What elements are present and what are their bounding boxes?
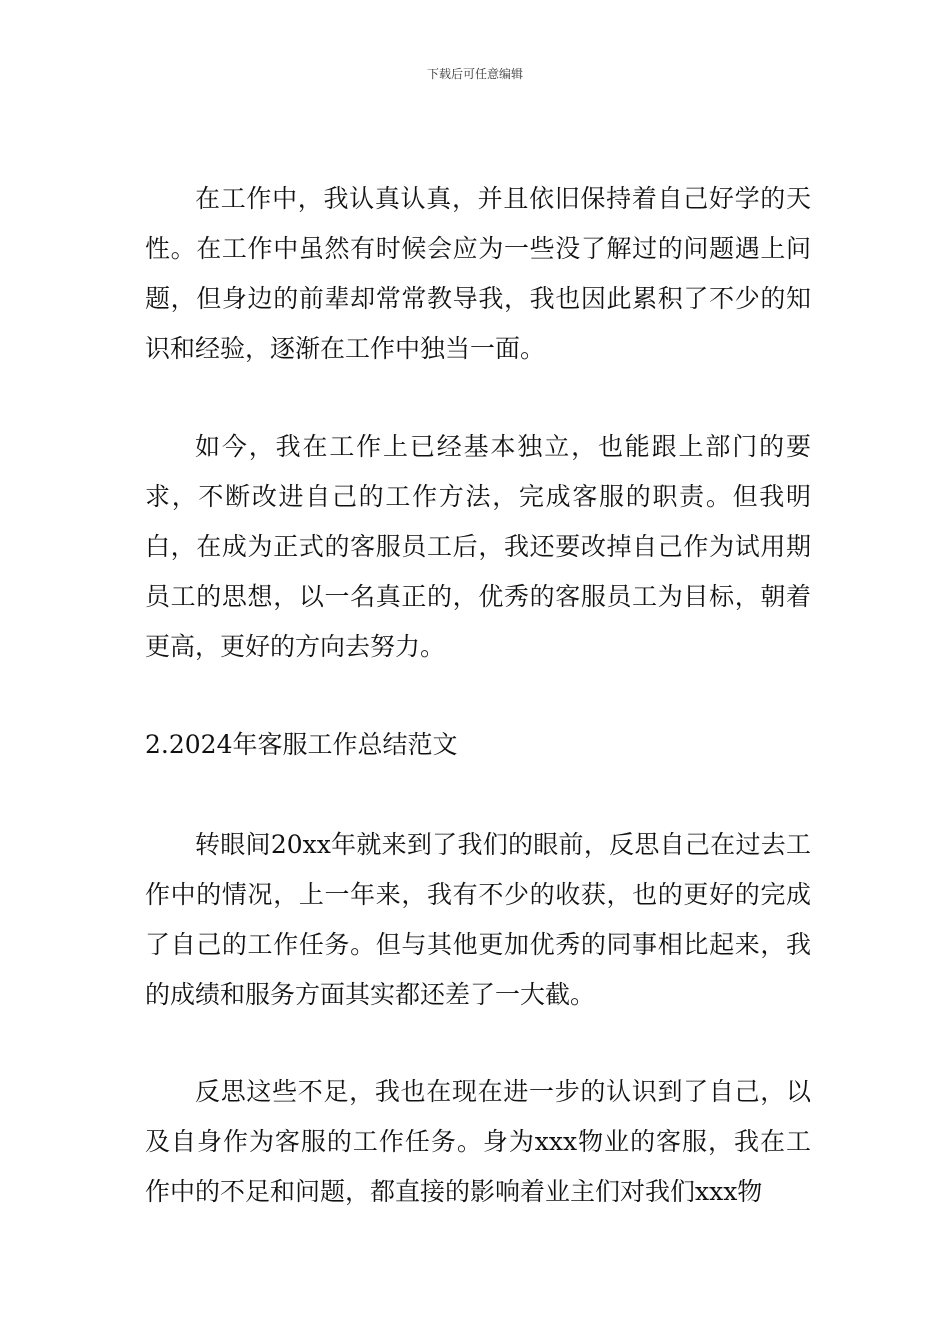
- paragraph-3: 转眼间20xx年就来到了我们的眼前，反思自己在过去工作中的情况，上一年来，我有不少的收获，也的更好的完成了自己的工作任务。但与其他更加优秀的同事相比起来，我的成绩和服务方面其实都还差了一大截。: [145, 830, 811, 1009]
- paragraph-1: 在工作中，我认真认真，并且依旧保持着自己好学的天性。在工作中虽然有时候会应为一些没了解过的问题遇上问题，但身边的前辈却常常教导我，我也因此累积了不少的知识和经验，逐渐在工作中独当一面。: [145, 184, 811, 363]
- header-note: 下载后可任意编辑: [426, 67, 523, 81]
- section-heading: 2.2024年客服工作总结范文: [145, 730, 458, 759]
- paragraph-4: 反思这些不足，我也在现在进一步的认识到了自己，以及自身作为客服的工作任务。身为xxx物业的客服，我在工作中的不足和问题，都直接的影响着业主们对我们xxx物: [145, 1077, 811, 1206]
- paragraph-2: 如今，我在工作上已经基本独立，也能跟上部门的要求，不断改进自己的工作方法，完成客服的职责。但我明白，在成为正式的客服员工后，我还要改掉自己作为试用期员工的思想，以一名真正的，优秀的客服员工为目标，朝着更高，更好的方向去努力。: [145, 432, 811, 661]
